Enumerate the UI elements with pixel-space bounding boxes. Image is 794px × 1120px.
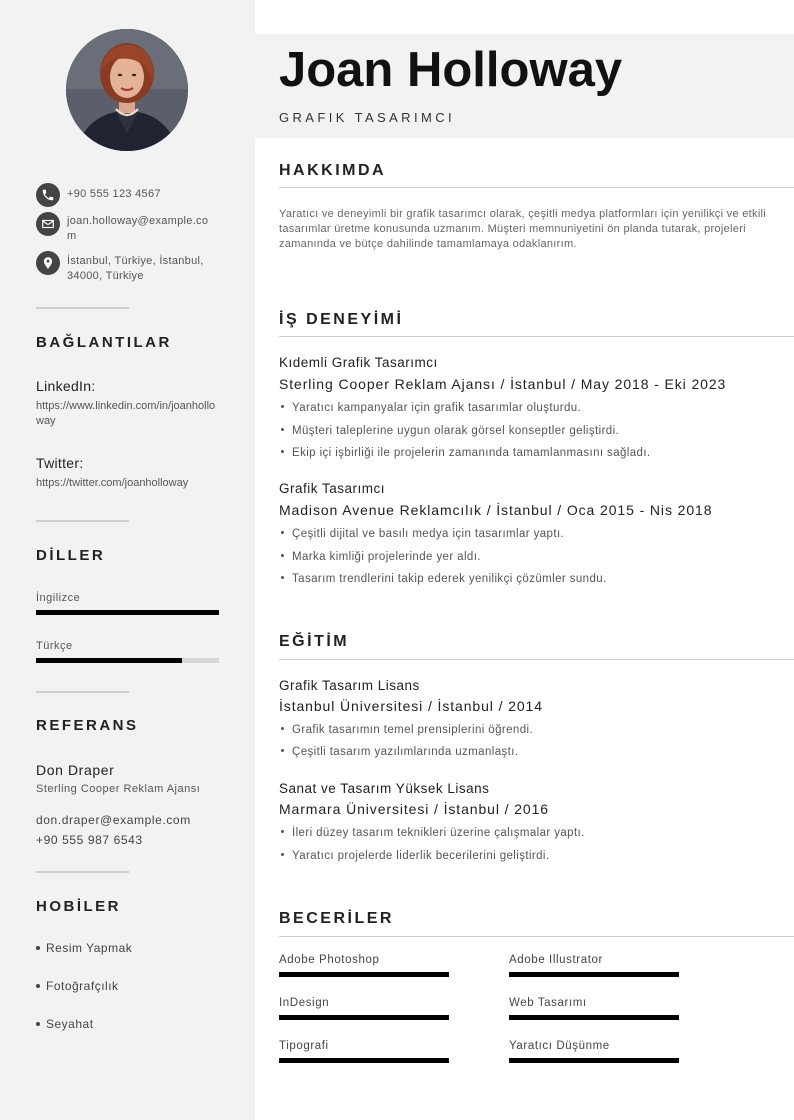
section-rule: [279, 187, 794, 188]
hobby-label: Resim Yapmak: [46, 941, 133, 955]
job-bullet: [279, 447, 651, 459]
skill-level-fill: [509, 1015, 679, 1020]
reference-name: Don Draper: [36, 762, 115, 778]
about-text: Yaratıcı ve deneyimli bir grafik tasarımcı olarak, çeşitli medya platformları için yenilikçi ve etkili tasarımlar üretme konusunda uzmanım. Müşteri memnuniyetini ön planda tutarak, projeleri zamanında ve bütçe dahilinde tamamlamaya odaklanırım.: [279, 208, 767, 250]
skill-level-bar: [279, 1058, 449, 1063]
about-heading: HAKKIMDA: [279, 162, 387, 179]
contact-address: [36, 251, 217, 284]
skill-name: Adobe Photoshop: [279, 954, 380, 966]
linkedin-url[interactable]: https://www.linkedin.com/in/joanholloway: [36, 400, 216, 427]
job-title: Kıdemli Grafik Tasarımcı: [279, 355, 438, 370]
experience-heading: İŞ DENEYİMİ: [279, 311, 404, 328]
bullet-icon: [36, 984, 40, 988]
skill-level-bar: [279, 972, 449, 977]
language-level-bar: [36, 658, 219, 663]
hobbies-heading: HOBİLER: [36, 898, 121, 915]
skills-heading: BECERİLER: [279, 910, 394, 927]
location-pin-icon: [36, 251, 60, 275]
reference-email[interactable]: don.draper@example.com: [36, 813, 191, 827]
skill-level-fill: [279, 972, 449, 977]
contact-email: [36, 212, 217, 244]
degree-title: Grafik Tasarım Lisans: [279, 678, 420, 693]
contact-phone-text: +90 555 123 4567: [67, 188, 161, 200]
bullet-icon: [281, 405, 284, 408]
job-bullet-text: Ekip içi işbirliği ile projelerin zamanında tamamlanmasını sağladı.: [292, 447, 651, 459]
degree-title: Sanat ve Tasarım Yüksek Lisans: [279, 781, 490, 796]
bullet-icon: [36, 946, 40, 950]
education-heading: EĞİTİM: [279, 633, 350, 650]
skill-level-fill: [279, 1015, 449, 1020]
contact-phone: [36, 183, 217, 207]
bullet-icon: [281, 554, 284, 557]
skill-level-bar: [509, 1058, 679, 1063]
degree-bullet: [279, 827, 585, 839]
language-name: Türkçe: [36, 640, 73, 652]
bullet-icon: [281, 531, 284, 534]
hobby-item: [36, 1017, 94, 1031]
section-rule: [279, 659, 794, 660]
job-bullet-text: Marka kimliği projelerinde yer aldı.: [292, 551, 481, 563]
hobby-item: [36, 941, 132, 955]
language-name: İngilizce: [36, 592, 81, 604]
degree-bullet-text: Çeşitli tasarım yazılımlarında uzmanlaştı.: [292, 746, 519, 758]
sidebar-divider: [36, 307, 129, 309]
sidebar-divider: [36, 520, 129, 522]
phone-icon: [36, 183, 60, 207]
bullet-icon: [281, 428, 284, 431]
skill-name: InDesign: [279, 997, 330, 1009]
degree-bullet-text: İleri düzey tasarım teknikleri üzerine çalışmalar yaptı.: [292, 827, 585, 839]
language-level-bar: [36, 610, 219, 615]
skill-level-bar: [509, 1015, 679, 1020]
job-bullet-text: Yaratıcı kampanyalar için grafik tasarımlar oluşturdu.: [292, 402, 582, 414]
skill-level-bar: [279, 1015, 449, 1020]
linkedin-label: LinkedIn:: [36, 378, 96, 394]
skill-name: Tipografi: [279, 1040, 329, 1052]
envelope-icon: [36, 212, 60, 236]
section-rule: [279, 936, 794, 937]
languages-heading: DİLLER: [36, 547, 106, 564]
job-bullet: [279, 402, 581, 414]
degree-bullet: [279, 746, 518, 758]
job-subtitle: Sterling Cooper Reklam Ajansı / İstanbul / May 2018 - Eki 2023: [279, 376, 727, 392]
full-name: Joan Holloway: [279, 43, 623, 97]
skill-level-fill: [509, 1058, 679, 1063]
twitter-label: Twitter:: [36, 455, 84, 471]
contact-email-text[interactable]: joan.holloway@example.com: [67, 215, 209, 242]
job-title: Grafik Tasarımcı: [279, 481, 386, 496]
references-heading: REFERANS: [36, 717, 139, 734]
bullet-icon: [281, 853, 284, 856]
hobby-item: [36, 979, 119, 993]
degree-subtitle: Marmara Üniversitesi / İstanbul / 2016: [279, 801, 549, 817]
job-bullet: [279, 573, 607, 585]
links-heading: BAĞLANTILAR: [36, 334, 172, 351]
degree-bullet-text: Grafik tasarımın temel prensiplerini öğrendi.: [292, 724, 534, 736]
degree-bullet-text: Yaratıcı projelerde liderlik becerilerini geliştirdi.: [292, 850, 550, 862]
twitter-url[interactable]: https://twitter.com/joanholloway: [36, 477, 189, 489]
sidebar-divider: [36, 691, 129, 693]
job-bullet: [279, 425, 619, 437]
skill-name: Web Tasarımı: [509, 997, 587, 1009]
main-content: [255, 0, 794, 1120]
language-level-fill: [36, 610, 219, 615]
job-bullet-text: Çeşitli dijital ve basılı medya için tasarımlar yaptı.: [292, 528, 565, 540]
degree-bullet: [279, 724, 533, 736]
profile-photo: [66, 29, 188, 151]
job-bullet-text: Tasarım trendlerini takip ederek yenilikçi çözümler sundu.: [292, 573, 607, 585]
skill-level-bar: [509, 972, 679, 977]
bullet-icon: [281, 727, 284, 730]
bullet-icon: [281, 576, 284, 579]
degree-bullet: [279, 850, 549, 862]
sidebar-divider: [36, 871, 129, 873]
job-bullet: [279, 551, 481, 563]
bullet-icon: [281, 450, 284, 453]
bullet-icon: [281, 830, 284, 833]
hobby-label: Seyahat: [46, 1017, 94, 1031]
job-title-header: GRAFIK TASARIMCI: [279, 110, 455, 125]
job-bullet-text: Müşteri taleplerine uygun olarak görsel konseptler geliştirdi.: [292, 425, 620, 437]
skill-name: Adobe Illustrator: [509, 954, 603, 966]
skill-level-fill: [279, 1058, 449, 1063]
bullet-icon: [36, 1022, 40, 1026]
skill-level-fill: [509, 972, 679, 977]
bullet-icon: [281, 749, 284, 752]
hobby-label: Fotoğrafçılık: [46, 979, 119, 993]
degree-subtitle: İstanbul Üniversitesi / İstanbul / 2014: [279, 698, 543, 714]
reference-phone: +90 555 987 6543: [36, 833, 143, 847]
job-subtitle: Madison Avenue Reklamcılık / İstanbul / Oca 2015 - Nis 2018: [279, 502, 713, 518]
reference-company: Sterling Cooper Reklam Ajansı: [36, 783, 201, 795]
section-rule: [279, 336, 794, 337]
skill-name: Yaratıcı Düşünme: [509, 1040, 610, 1052]
job-bullet: [279, 528, 564, 540]
language-level-fill: [36, 658, 182, 663]
contact-address-text: İstanbul, Türkiye, İstanbul, 34000, Türkiye: [67, 255, 204, 282]
sidebar: [0, 0, 255, 1120]
